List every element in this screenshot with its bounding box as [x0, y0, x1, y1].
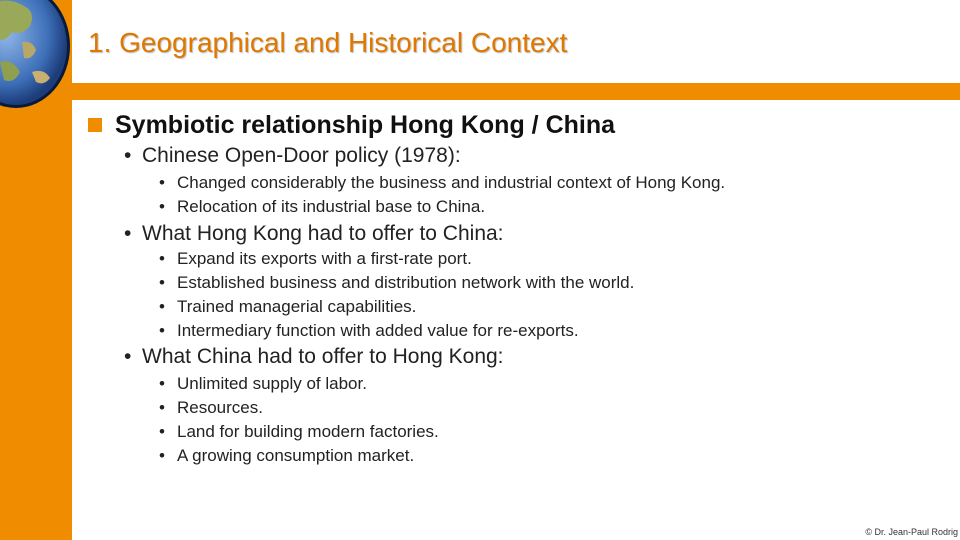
list-item: • Relocation of its industrial base to China.: [159, 197, 486, 216]
main-heading-text: Symbiotic relationship Hong Kong / China: [115, 111, 616, 139]
list-item-text: Relocation of its industrial base to China.: [177, 197, 486, 216]
list-item: • Changed considerably the business and industrial context of Hong Kong.: [159, 173, 726, 192]
list-item-text: Established business and distribution network with the world.: [177, 273, 635, 292]
slide-title: 1. Geographical and Historical Context: [88, 27, 568, 58]
list-item: • Trained managerial capabilities.: [159, 297, 417, 316]
list-item: • Unlimited supply of labor.: [159, 374, 367, 393]
list-item-text: Expand its exports with a first-rate port.: [177, 249, 472, 268]
list-item-text: Intermediary function with added value for re-exports.: [177, 321, 579, 340]
list-item-text: Changed considerably the business and industrial context of Hong Kong.: [177, 173, 726, 192]
list-item: • A growing consumption market.: [159, 446, 415, 465]
list-item-text: Trained managerial capabilities.: [177, 297, 417, 316]
section-label-text: What China had to offer to Hong Kong:: [142, 345, 504, 368]
list-item: • Land for building modern factories.: [159, 422, 439, 441]
list-item: • Expand its exports with a first-rate port.: [159, 249, 472, 268]
section-label: • Chinese Open-Door policy (1978):: [124, 144, 461, 167]
square-bullet-icon: [88, 118, 102, 132]
list-item: • Intermediary function with added value for re-exports.: [159, 321, 579, 340]
list-item-text: Unlimited supply of labor.: [177, 374, 367, 393]
list-item-text: A growing consumption market.: [177, 446, 415, 465]
list-item-text: Resources.: [177, 398, 263, 417]
main-heading: [88, 111, 615, 140]
section-label-text: Chinese Open-Door policy (1978):: [142, 144, 461, 167]
section-label-text: What Hong Kong had to offer to China:: [142, 222, 504, 245]
section-label: • What China had to offer to Hong Kong:: [124, 345, 504, 368]
section-label: • What Hong Kong had to offer to China:: [124, 222, 504, 245]
copyright-footer: © Dr. Jean-Paul Rodrig: [865, 527, 958, 537]
list-item: • Resources.: [159, 398, 263, 417]
list-item: • Established business and distribution network with the world.: [159, 273, 635, 292]
list-item-text: Land for building modern factories.: [177, 422, 439, 441]
